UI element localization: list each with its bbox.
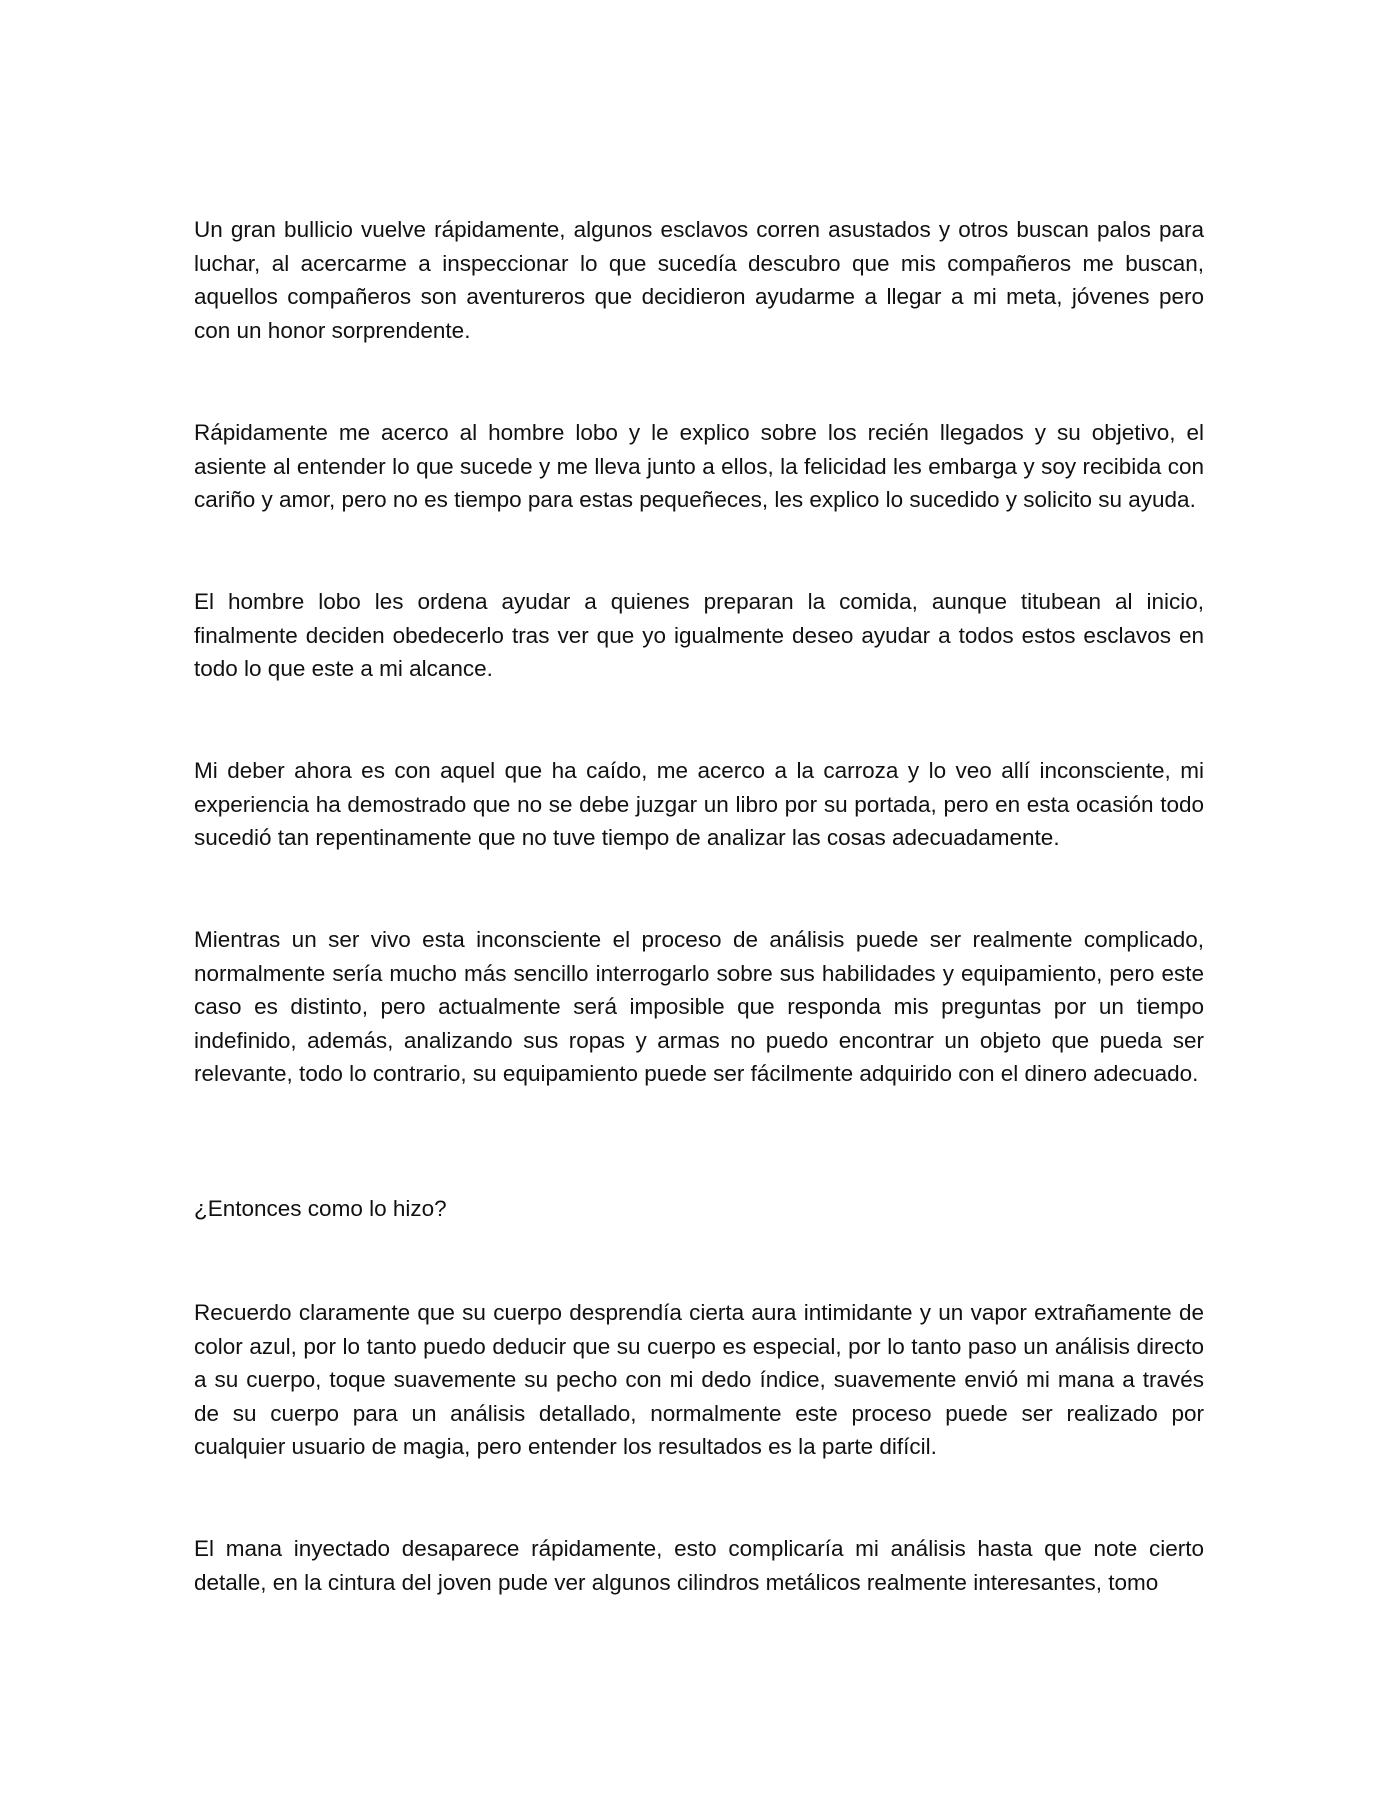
paragraph-2: Rápidamente me acerco al hombre lobo y le explico sobre los recién llegados y su objetivo, el asiente al entender lo que sucede y me lleva junto a ellos, la felicidad les embarga y soy recibida con cariño y amor, pero no es tiempo para estas pequeñeces, les explico lo sucedido y solicito su ayuda. [194, 420, 1204, 512]
paragraph-8: El mana inyectado desaparece rápidamente, esto complicaría mi análisis hasta que note cierto detalle, en la cintura del joven pude ver algunos cilindros metálicos realmente interesantes, tomo [194, 1536, 1204, 1595]
paragraph-6: ¿Entonces como lo hizo? [194, 1196, 447, 1221]
paragraph-5: Mientras un ser vivo esta inconsciente el proceso de análisis puede ser realmente complicado, normalmente sería mucho más sencillo interrogarlo sobre sus habilidades y equipamiento, pero este caso es distinto, pero actualmente será imposible que responda mis preguntas por un tiempo indefinido, además, analizando sus ropas y armas no puedo encontrar un objeto que pueda ser relevante, todo lo contrario, su equipamiento puede ser fácilmente adquirido con el dinero adecuado. [194, 927, 1204, 1086]
paragraph-7: Recuerdo claramente que su cuerpo desprendía cierta aura intimidante y un vapor extrañamente de color azul, por lo tanto puedo deducir que su cuerpo es especial, por lo tanto paso un análisis directo a su cuerpo, toque suavemente su pecho con mi dedo índice, suavemente envió mi mana a través de su cuerpo para un análisis detallado, normalmente este proceso puede ser realizado por cualquier usuario de magia, pero entender los resultados es la parte difícil. [194, 1300, 1204, 1459]
paragraph-1: Un gran bullicio vuelve rápidamente, algunos esclavos corren asustados y otros buscan palos para luchar, al acercarme a inspeccionar lo que sucedía descubro que mis compañeros me buscan, aquellos compañeros son aventureros que decidieron ayudarme a llegar a mi meta, jóvenes pero con un honor sorprendente. [194, 217, 1204, 343]
paragraph-3: El hombre lobo les ordena ayudar a quienes preparan la comida, aunque titubean al inicio, finalmente deciden obedecerlo tras ver que yo igualmente deseo ayudar a todos estos esclavos en todo lo que este a mi alcance. [194, 589, 1204, 681]
paragraph-4: Mi deber ahora es con aquel que ha caído, me acerco a la carroza y lo veo allí inconsciente, mi experiencia ha demostrado que no se debe juzgar un libro por su portada, pero en esta ocasión todo sucedió tan repentinamente que no tuve tiempo de analizar las cosas adecuadamente. [194, 758, 1204, 850]
